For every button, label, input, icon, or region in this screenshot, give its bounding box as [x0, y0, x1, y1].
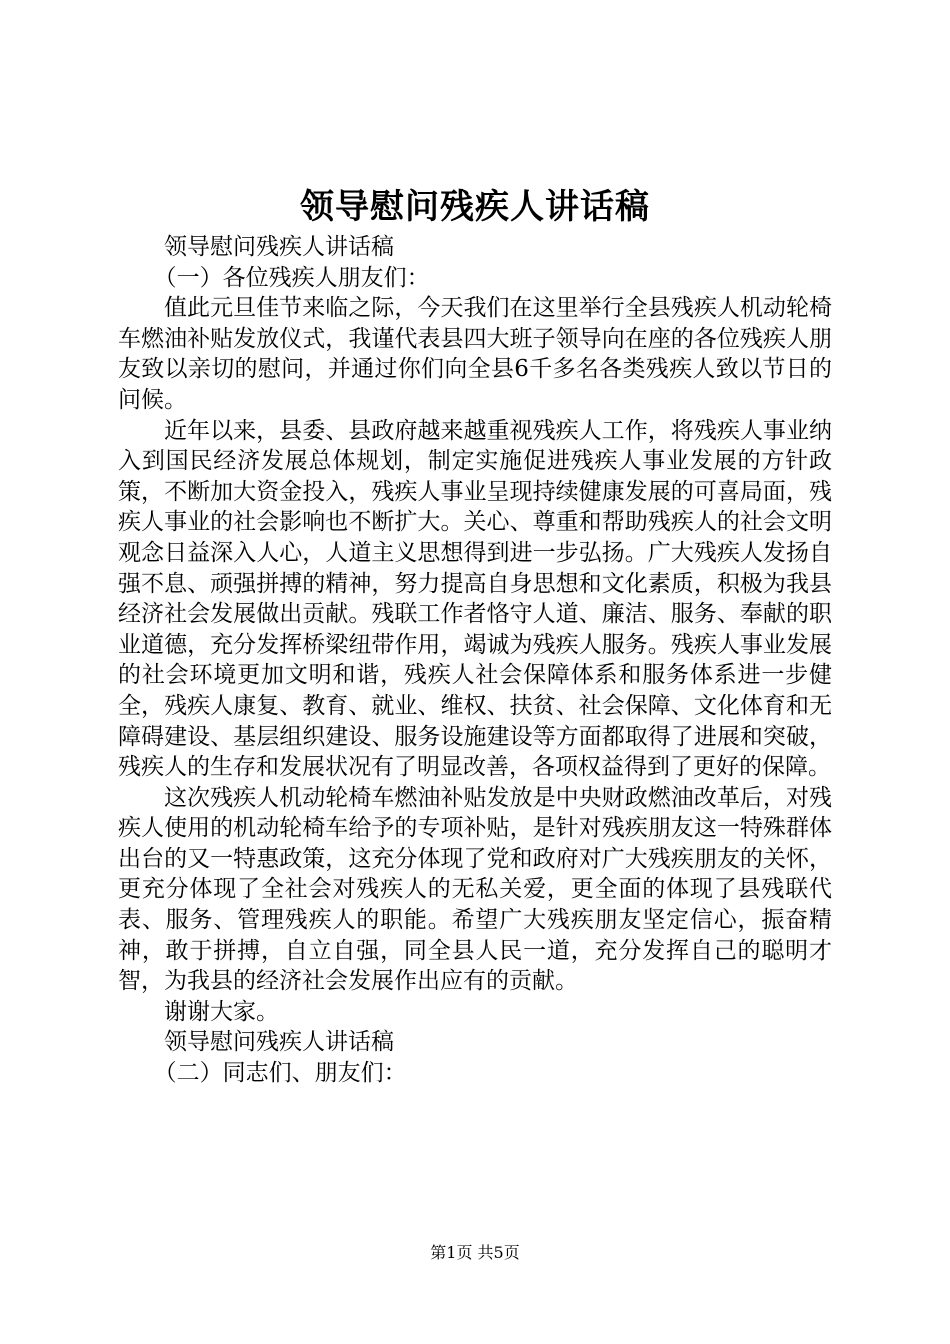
paragraph-subsidy: 这次残疾人机动轮椅车燃油补贴发放是中央财政燃油改革后，对残疾人使用的机动轮椅车给予的专项补贴，是针对残疾朋友这一特殊群体出台的又一特惠政策，这充分体现了党和政府对广大残疾朋友的关怀，更充分体现了全社会对残疾人的无私关爱，更全面的体现了县残联代表、服务、管理残疾人的职能。希望广大残疾朋友坚定信心，振奋精神，敢于拼搏，自立自强，同全县人民一道，充分发挥自己的聪明才智，为我县的经济社会发展作出应有的贡献。 — [118, 784, 832, 995]
paragraph-salutation-1: （一）各位残疾人朋友们： — [153, 264, 430, 291]
page-number: 第1页 共5页 — [430, 1243, 520, 1262]
paragraph-subtitle: 领导慰问残疾人讲话稿 — [164, 234, 394, 260]
paragraph-salutation-2: （二）同志们、朋友们： — [153, 1060, 407, 1087]
paragraph-subtitle-2: 领导慰问残疾人讲话稿 — [164, 1029, 394, 1056]
paragraph-thanks: 谢谢大家。 — [164, 998, 279, 1025]
document-title: 领导慰问残疾人讲话稿 — [300, 187, 650, 227]
document-body — [118, 232, 832, 1089]
paragraph-achievements: 近年以来，县委、县政府越来越重视残疾人工作，将残疾人事业纳入到国民经济发展总体规划，制定实施促进残疾人事业发展的方针政策，不断加大资金投入，残疾人事业呈现持续健康发展的可喜局面，残疾人事业的社会影响也不断扩大。关心、尊重和帮助残疾人的社会文明观念日益深入人心，人道主义思想得到进一步弘扬。广大残疾人发扬自强不息、顽强拼搏的精神，努力提高自身思想和文化素质，积极为我县经济社会发展做出贡献。残联工作者恪守人道、廉洁、服务、奉献的职业道德，充分发挥桥梁纽带作用，竭诚为残疾人服务。残疾人事业发展的社会环境更加文明和谐，残疾人社会保障体系和服务体系进一步健全，残疾人康复、教育、就业、维权、扶贫、社会保障、文化体育和无障碍建设、基层组织建设、服务设施建设等方面都取得了进展和突破，残疾人的生存和发展状况有了明显改善，各项权益得到了更好的保障。 — [118, 417, 832, 781]
paragraph-greeting: 值此元旦佳节来临之际，今天我们在这里举行全县残疾人机动轮椅车燃油补贴发放仪式，我谨代表县四大班子领导向在座的各位残疾人朋友致以亲切的慰问，并通过你们向全县6千多名各类残疾人致以节日的问候。 — [118, 295, 832, 413]
